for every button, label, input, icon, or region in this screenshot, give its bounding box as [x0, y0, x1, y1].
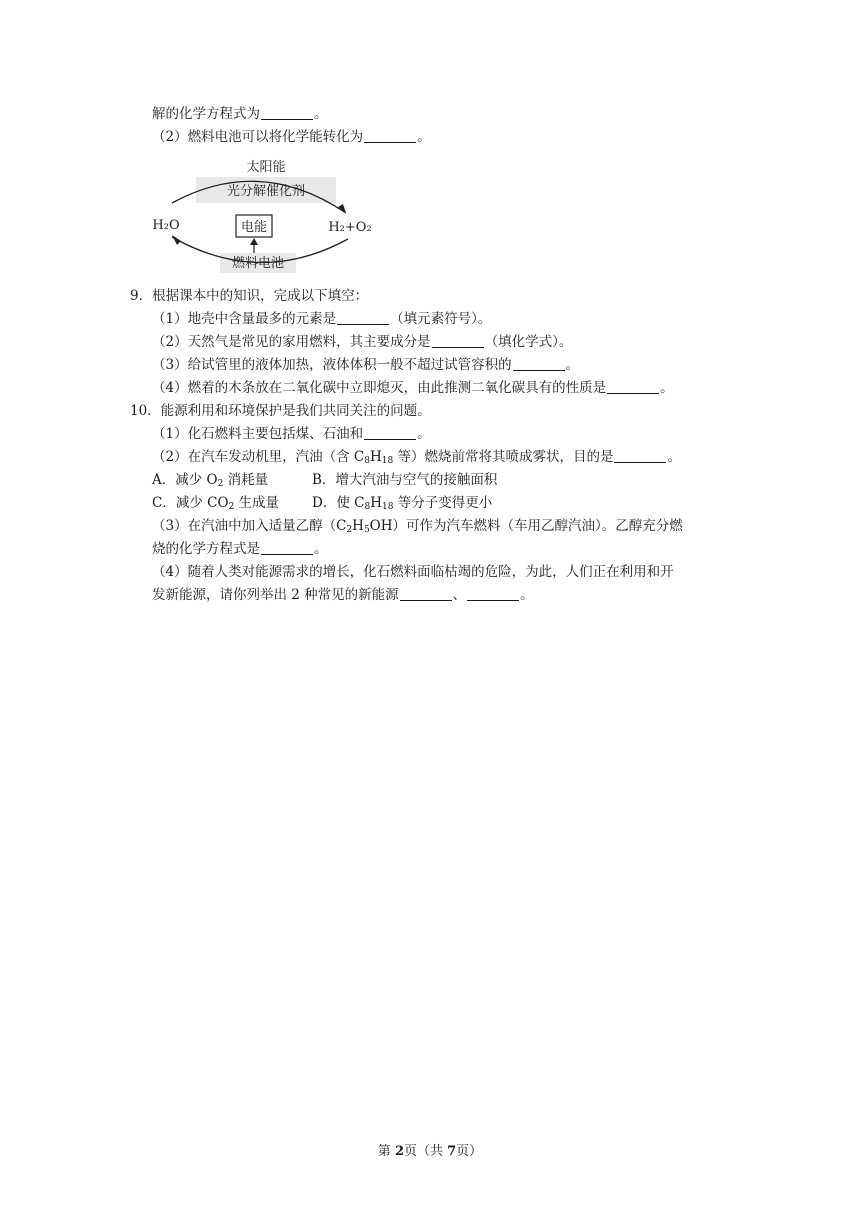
- q9-item-1: [152, 309, 491, 329]
- q10-item-1-text: （1）化石燃料主要包括煤、石油和: [152, 426, 364, 442]
- q9-item-2-text: （2）天然气是常见的家用燃料，其主要成分是: [152, 334, 431, 350]
- footer-prefix: 第: [377, 1144, 395, 1159]
- solar-energy-label: 太阳能: [246, 160, 286, 175]
- q9-item-3: [152, 355, 579, 375]
- subscript: 2: [228, 502, 235, 512]
- q8-text-1-end: 。: [314, 106, 328, 122]
- photocatalyst-label: 光分解催化剂: [226, 184, 306, 199]
- option-d[interactable]: [312, 493, 492, 513]
- answer-blank[interactable]: [614, 448, 666, 463]
- q9-item-1-text: （1）地壳中含量最多的元素是: [152, 311, 337, 327]
- q10-item-3-cont: [152, 539, 328, 559]
- answer-blank[interactable]: [261, 105, 313, 120]
- q9-item-1-hint: （填元素符号）。: [390, 311, 492, 327]
- q10-item-4-text: （4）随着人类对能源需求的增长，化石燃料面临枯竭的危险，为此，人们正在利用和开: [152, 564, 674, 580]
- q10-item-2-text: （2）在汽车发动机里，汽油（含 C: [152, 449, 365, 465]
- q10-stem: [130, 401, 431, 421]
- q8-text-2: （2）燃料电池可以将化学能转化为: [152, 129, 364, 145]
- fuel-cell-label: 燃料电池: [231, 256, 285, 271]
- option-b[interactable]: [312, 470, 497, 490]
- q8-text-2-end: 。: [417, 129, 431, 145]
- q9-item-2-hint: （填化学式）。: [484, 334, 573, 350]
- answer-blank[interactable]: [513, 356, 565, 371]
- page-footer: [0, 1140, 860, 1159]
- subscript: 8: [364, 502, 371, 512]
- total-pages: 7: [447, 1144, 457, 1159]
- q10-item-2-h: H: [369, 449, 382, 465]
- option-d-text: D．使 C: [312, 495, 365, 511]
- option-a[interactable]: [152, 472, 268, 488]
- answer-blank[interactable]: [337, 310, 389, 325]
- q9-item-3-text: （3）给试管里的液体加热，液体体积一般不超过试管容积的: [152, 357, 512, 373]
- q9-stem: [130, 286, 368, 306]
- q10-options-row-2: [152, 493, 493, 513]
- q8-text-1: 解的化学方程式为: [152, 106, 260, 122]
- option-d-rest: 等分子变得更小: [393, 495, 493, 511]
- subscript: 18: [381, 456, 394, 466]
- q10-item-3-h: H: [352, 518, 364, 534]
- q10-item-3-text: （3）在汽油中加入适量乙醇（C: [152, 518, 347, 534]
- subscript: 2: [217, 479, 224, 489]
- q8-line-2: [152, 127, 431, 147]
- answer-blank[interactable]: [364, 128, 416, 143]
- option-c-text: C．减少 CO: [152, 495, 229, 511]
- option-a-text: A．减少 O: [152, 472, 218, 488]
- water-label: H₂O: [152, 218, 180, 233]
- answer-blank[interactable]: [400, 586, 452, 601]
- q10-item-1: [152, 424, 431, 444]
- q9-stem-text: 9．根据课本中的知识，完成以下填空：: [130, 288, 369, 304]
- subscript: 8: [364, 456, 370, 466]
- q10-item-1-end: 。: [417, 426, 431, 442]
- q10-stem-text: 10．能源利用和环境保护是我们共同关注的问题。: [130, 403, 431, 419]
- answer-blank[interactable]: [467, 586, 519, 601]
- q10-item-2-rest: 等）燃烧前常将其喷成雾状，目的是: [393, 449, 614, 465]
- q9-item-4: [152, 378, 674, 398]
- option-c[interactable]: [152, 495, 279, 511]
- q10-item-3-rest: OH）可作为汽车燃料（车用乙醇汽油）。乙醇充分燃: [369, 518, 683, 534]
- electric-energy-label: 电能: [240, 220, 268, 235]
- subscript: 5: [363, 525, 370, 535]
- q10-item-3: [152, 516, 683, 536]
- footer-middle: 页（共: [403, 1144, 448, 1159]
- q10-item-4-cont-text: 发新能源，请你列举出 2 种常见的新能源: [152, 587, 399, 603]
- q10-item-3-end: 。: [314, 541, 328, 557]
- answer-blank[interactable]: [261, 540, 313, 555]
- option-a-rest: 消耗量: [223, 472, 269, 488]
- hydrogen-oxygen-label: H₂+O₂: [328, 220, 372, 235]
- q9-item-2: [152, 332, 572, 352]
- answer-blank[interactable]: [432, 333, 484, 348]
- q10-item-4-cont: [152, 585, 534, 605]
- q10-item-2: [152, 447, 681, 467]
- option-d-h: H: [370, 495, 382, 511]
- energy-cycle-diagram: [150, 155, 380, 275]
- option-c-rest: 生成量: [234, 495, 280, 511]
- q10-options-row-1: [152, 470, 498, 490]
- q10-item-3-cont-text: 烧的化学方程式是: [152, 541, 260, 557]
- footer-suffix: 页）: [456, 1144, 483, 1159]
- q9-item-4-end: 。: [660, 380, 674, 396]
- answer-blank[interactable]: [364, 425, 416, 440]
- subscript: 18: [381, 502, 394, 512]
- option-b-text: B．增大汽油与空气的接触面积: [312, 472, 498, 488]
- q9-item-4-text: （4）燃着的木条放在二氧化碳中立即熄灭，由此推测二氧化碳具有的性质是: [152, 380, 607, 396]
- q10-item-2-end: 。: [667, 449, 681, 465]
- q9-item-3-end: 。: [565, 357, 580, 373]
- energy-cycle-svg: [150, 155, 380, 275]
- answer-blank[interactable]: [607, 379, 659, 394]
- q8-line-1: [152, 104, 328, 124]
- subscript: 2: [346, 525, 353, 535]
- q10-item-4: [152, 562, 674, 582]
- page-number: 2: [394, 1144, 404, 1159]
- q10-item-4-sep: 、: [452, 587, 467, 603]
- q10-item-4-end: 。: [520, 587, 534, 603]
